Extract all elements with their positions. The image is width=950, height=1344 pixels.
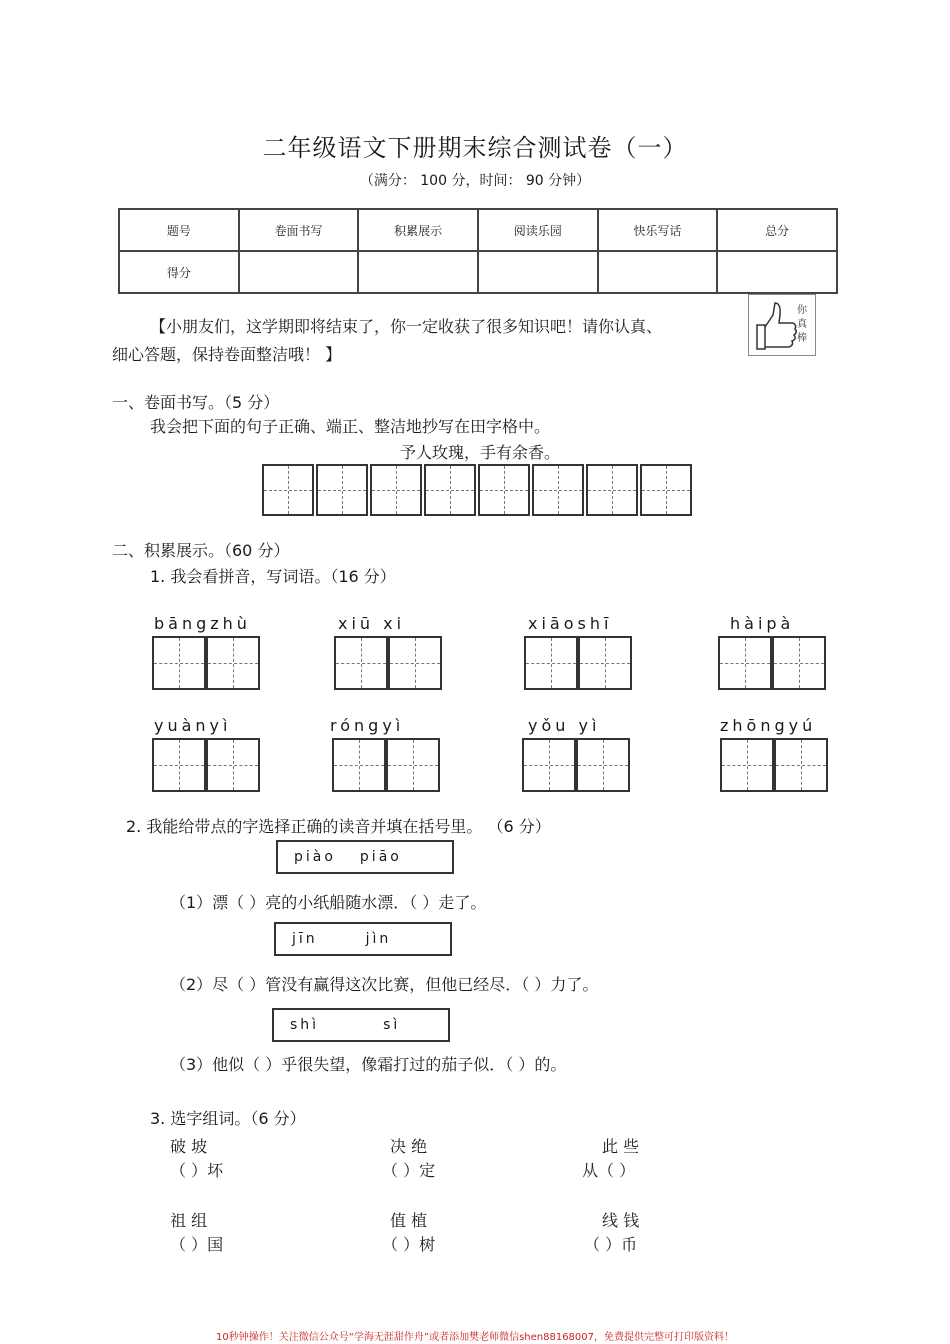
q3-heading: 3. 选字组词。（6 分） bbox=[150, 1109, 306, 1128]
thumbs-up-icon bbox=[749, 295, 815, 355]
word-grid-pair bbox=[334, 636, 442, 690]
tianzige-cell[interactable] bbox=[206, 636, 260, 690]
tianzige-cell[interactable] bbox=[640, 464, 692, 516]
word-grid-pair bbox=[152, 636, 260, 690]
stamp-text-1: 你 bbox=[797, 305, 807, 316]
q3-blank[interactable]: （ ）树 bbox=[382, 1235, 436, 1254]
q3-blank[interactable]: （ ）币 bbox=[584, 1235, 638, 1254]
tianzige-cell[interactable] bbox=[262, 464, 314, 516]
pinyin-option: piào bbox=[294, 849, 336, 865]
intro-line-1: 【小朋友们，这学期即将结束了，你一定收获了很多知识吧！请你认真、 bbox=[150, 317, 663, 336]
q3-blank[interactable]: （ ）坏 bbox=[170, 1161, 224, 1180]
score-header-cell: 快乐写话 bbox=[598, 209, 718, 251]
pinyin-label: hàipà bbox=[730, 614, 795, 633]
tianzige-cell[interactable] bbox=[206, 738, 260, 792]
pinyin-label: xiū xi bbox=[338, 614, 406, 633]
q2-sentence: （1）漂（ ）亮的小纸船随水漂．（ ）走了。 bbox=[170, 893, 487, 912]
word-grid-pair bbox=[524, 636, 632, 690]
score-header-cell: 题号 bbox=[119, 209, 239, 251]
tianzige-cell[interactable] bbox=[720, 738, 774, 792]
page-title: 二年级语文下册期末综合测试卷（一） bbox=[262, 134, 688, 162]
tianzige-cell[interactable] bbox=[524, 636, 578, 690]
q3-blank[interactable]: 从（ ） bbox=[582, 1161, 636, 1180]
q3-char-pair: 线 钱 bbox=[602, 1211, 640, 1230]
score-table bbox=[118, 208, 838, 294]
tianzige-cell[interactable] bbox=[316, 464, 368, 516]
score-header-cell: 总分 bbox=[717, 209, 837, 251]
q3-char-pair: 值 植 bbox=[390, 1211, 428, 1230]
word-grid-pair bbox=[332, 738, 440, 792]
pinyin-label: yuànyì bbox=[154, 716, 232, 735]
score-table-score-row bbox=[119, 251, 837, 293]
intro-line-2: 细心答题，保持卷面整洁哦！ 】 bbox=[112, 345, 342, 364]
q2-heading: 2. 我能给带点的字选择正确的读音并填在括号里。 （6 分） bbox=[126, 817, 551, 836]
word-grid-pair bbox=[718, 636, 826, 690]
tianzige-cell[interactable] bbox=[532, 464, 584, 516]
word-grid-pair bbox=[152, 738, 260, 792]
score-header-cell: 积累展示 bbox=[358, 209, 478, 251]
stamp-text-3: 棒 bbox=[797, 333, 807, 344]
score-cell[interactable] bbox=[717, 251, 837, 293]
tianzige-cell[interactable] bbox=[576, 738, 630, 792]
pinyin-option-box bbox=[276, 840, 454, 874]
tianzige-cell[interactable] bbox=[152, 738, 206, 792]
tianzige-cell[interactable] bbox=[388, 636, 442, 690]
word-grid-pair bbox=[720, 738, 828, 792]
tianzige-cell[interactable] bbox=[772, 636, 826, 690]
q3-char-pair: 此 些 bbox=[602, 1137, 640, 1156]
q1-heading: 1. 我会看拼音，写词语。（16 分） bbox=[150, 567, 396, 586]
tianzige-cell[interactable] bbox=[774, 738, 828, 792]
pinyin-option: shì bbox=[290, 1017, 320, 1033]
score-cell[interactable] bbox=[358, 251, 478, 293]
stamp-text-2: 真 bbox=[797, 319, 807, 330]
q3-char-pair: 破 坡 bbox=[170, 1137, 208, 1156]
tianzige-cell[interactable] bbox=[332, 738, 386, 792]
score-cell[interactable] bbox=[598, 251, 718, 293]
section1-instruction: 我会把下面的句子正确、端正、整洁地抄写在田字格中。 bbox=[150, 417, 551, 436]
pinyin-option: jīn bbox=[292, 931, 318, 947]
q3-blank[interactable]: （ ）国 bbox=[170, 1235, 224, 1254]
thumbs-up-stamp bbox=[748, 294, 816, 356]
score-row-label: 得分 bbox=[119, 251, 239, 293]
score-header-cell: 卷面书写 bbox=[239, 209, 359, 251]
copy-grid bbox=[262, 464, 692, 516]
pinyin-label: róngyì bbox=[330, 716, 405, 735]
q2-sentence: （2）尽（ ）管没有赢得这次比赛，但他已经尽．（ ）力了。 bbox=[170, 975, 599, 994]
q2-sentence: （3）他似（ ）乎很失望，像霜打过的茄子似．（ ）的。 bbox=[170, 1055, 567, 1074]
section1-sentence: 予人玫瑰，手有余香。 bbox=[400, 443, 561, 462]
page-subtitle: （满分： 100 分，时间： 90 分钟） bbox=[359, 173, 591, 189]
tianzige-cell[interactable] bbox=[586, 464, 638, 516]
tianzige-cell[interactable] bbox=[578, 636, 632, 690]
tianzige-cell[interactable] bbox=[386, 738, 440, 792]
tianzige-cell[interactable] bbox=[424, 464, 476, 516]
q3-blank[interactable]: （ ）定 bbox=[382, 1161, 436, 1180]
tianzige-cell[interactable] bbox=[522, 738, 576, 792]
tianzige-cell[interactable] bbox=[334, 636, 388, 690]
pinyin-option-box bbox=[272, 1008, 450, 1042]
q3-char-pair: 祖 组 bbox=[170, 1211, 208, 1230]
tianzige-cell[interactable] bbox=[370, 464, 422, 516]
score-cell[interactable] bbox=[239, 251, 359, 293]
section2-heading: 二、积累展示。（60 分） bbox=[112, 541, 290, 560]
pinyin-label: xiāoshī bbox=[528, 614, 613, 633]
footer-promo: 10秒钟操作！关注微信公众号“学海无涯甜作舟”或者添加樊老师微信shen88168007，免费提供完整可打印版资料！ bbox=[215, 1332, 735, 1343]
pinyin-label: zhōngyú bbox=[720, 716, 817, 735]
score-cell[interactable] bbox=[478, 251, 598, 293]
score-table-header-row bbox=[119, 209, 837, 251]
pinyin-option: jìn bbox=[365, 931, 392, 947]
pinyin-option: sì bbox=[383, 1017, 401, 1033]
pinyin-label: yǒu yì bbox=[528, 716, 601, 735]
tianzige-cell[interactable] bbox=[152, 636, 206, 690]
tianzige-cell[interactable] bbox=[718, 636, 772, 690]
pinyin-label: bāngzhù bbox=[154, 614, 251, 633]
pinyin-option: piāo bbox=[359, 849, 402, 865]
pinyin-option-box bbox=[274, 922, 452, 956]
tianzige-cell[interactable] bbox=[478, 464, 530, 516]
section1-heading: 一、卷面书写。（5 分） bbox=[112, 393, 280, 412]
word-grid-pair bbox=[522, 738, 630, 792]
q3-char-pair: 决 绝 bbox=[390, 1137, 428, 1156]
score-header-cell: 阅读乐园 bbox=[478, 209, 598, 251]
